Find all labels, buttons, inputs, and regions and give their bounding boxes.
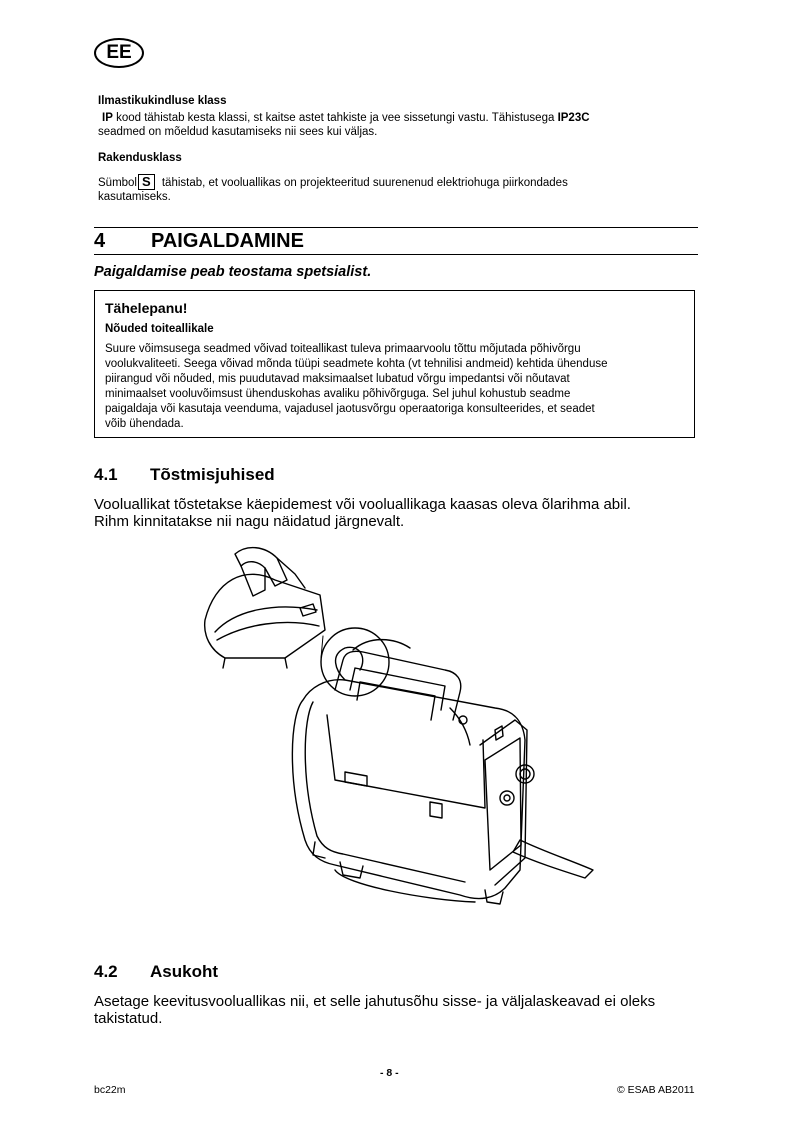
section-4-heading (94, 227, 698, 255)
section-4-subtitle: Paigaldamise peab teostama spetsialist. (94, 264, 372, 280)
section-4-title: PAIGALDAMINE (151, 230, 304, 252)
section-4-number: 4 (94, 230, 106, 252)
application-class-text-2: kasutamiseks. (98, 191, 171, 203)
notice-line: minimaalset vooluvõimsust ühenduskohas avaliku põhivõrguga. Sel juhul kohustub seadme (105, 388, 571, 400)
application-class-text-1 (98, 174, 568, 190)
weather-class-text-2: seadmed on mõeldud kasutamiseks nii sees kui väljas. (98, 126, 378, 138)
ip-rating: IP23C (557, 112, 590, 124)
notice-line: Suure võimsusega seadmed võivad toiteallikast tuleva primaarvoolu tõttu mõjutada põhivõrgu (105, 343, 581, 355)
section-4-1-title: Tõstmisjuhised (150, 465, 275, 484)
section-4-2-text (94, 993, 704, 1027)
s-symbol-icon: S (138, 174, 155, 190)
weather-class-text-1 (98, 111, 590, 125)
section-4-1-line: Rihm kinnitatakse nii nagu näidatud järgnevalt. (94, 513, 405, 530)
strap-detail-inset (205, 548, 325, 668)
notice-box (94, 290, 695, 438)
document-code: bc22m (94, 1084, 126, 1096)
section-4-1-line: Vooluallikat tõstetakse käepidemest või vooluallikaga kaasas oleva õlarihma abil. (94, 496, 631, 513)
section-4-1-text (94, 496, 704, 530)
section-4-2-title: Asukoht (150, 962, 218, 981)
section-4-2-line: Asetage keevitusvooluallikas nii, et selle jahutusõhu sisse- ja väljalaskeavad ei oleks (94, 993, 656, 1010)
copyright: © ESAB AB2011 (617, 1084, 695, 1096)
section-4-1-heading (94, 465, 394, 487)
power-source-body (292, 640, 534, 904)
notice-line: piirangud või nõuded, mis puudutavad maksimaalset lubatud võrgu impedantsi või nõutavat (105, 373, 570, 385)
application-class-heading: Rakendusklass (98, 152, 182, 164)
section-4-2-line: takistatud. (94, 1010, 163, 1027)
section-4-1-number: 4.1 (94, 465, 118, 484)
lifting-strap-illustration (195, 540, 605, 920)
language-badge: EE (94, 38, 144, 68)
notice-line: voolukvaliteeti. Seega võivad mõnda tüüpi seadmete kohta (vt tehnilisi andmeid) kehtida ühenduse (105, 358, 608, 370)
notice-body (105, 342, 690, 432)
page-number: - 8 - (380, 1067, 399, 1079)
notice-subtitle: Nõuded toiteallikale (105, 323, 214, 335)
notice-line: paigaldaja või kasutaja veenduma, vajadusel jaotusvõrgu operaatoriga konsulteerides, et seadet (105, 403, 595, 415)
section-4-2-number: 4.2 (94, 962, 118, 981)
notice-line: võib ühendada. (105, 418, 184, 430)
weather-class-heading: Ilmastikukindluse klass (98, 95, 227, 107)
weather-class-text-a: kood tähistab kesta klassi, st kaitse astet tahkiste ja vee sissetungi vastu. Tähistusega (112, 112, 558, 124)
notice-title: Tähelepanu! (105, 300, 188, 316)
application-class-text-a: tähistab, et vooluallikas on projekteeritud suurenenud elektriohuga piirkondades (158, 177, 568, 189)
symbol-label: Sümbol (98, 177, 137, 189)
ip-code: IP (102, 112, 113, 124)
section-4-2-heading (94, 962, 394, 984)
